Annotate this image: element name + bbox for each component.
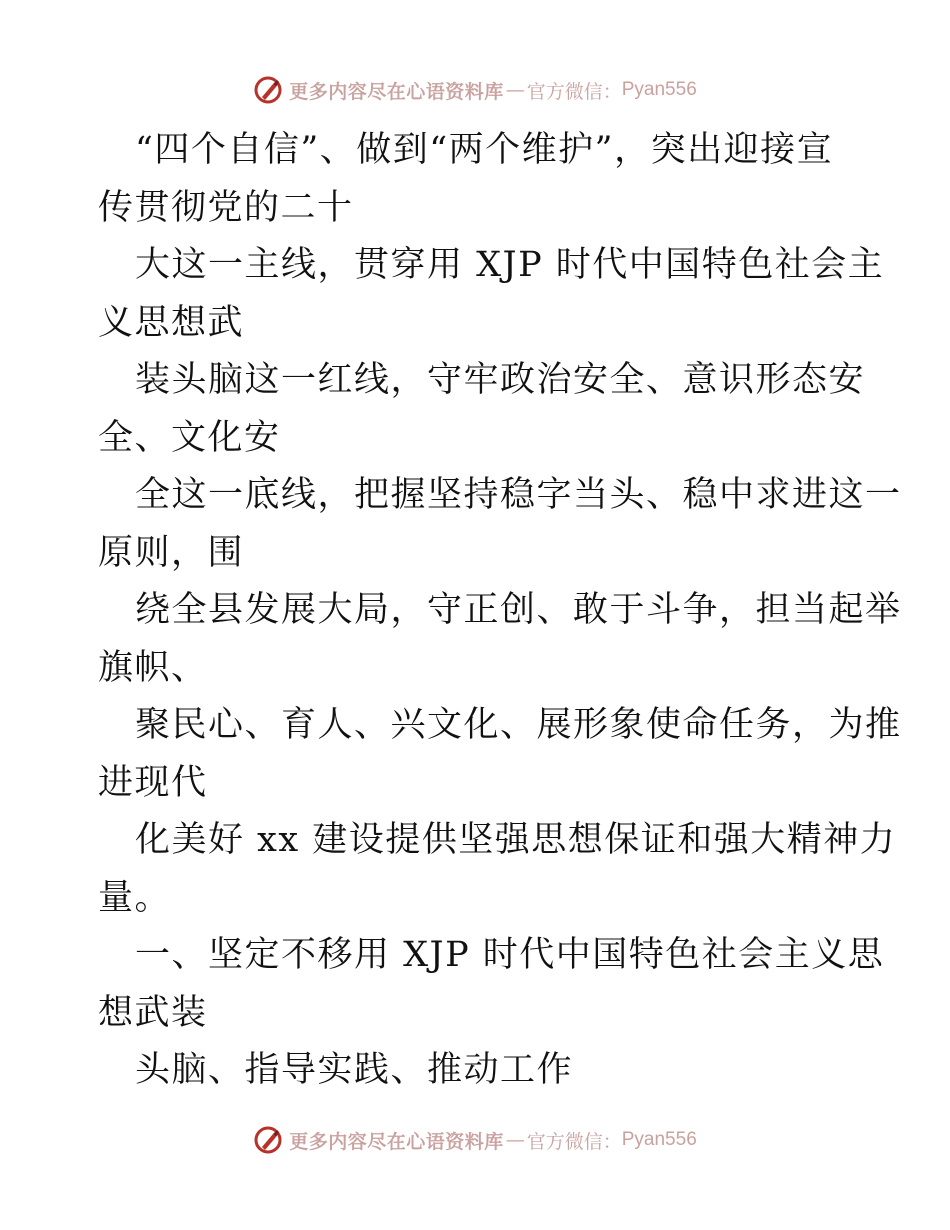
document-body: [98, 122, 902, 1100]
pen-logo-icon: [253, 1125, 283, 1155]
header-contact-id: Pyan556: [621, 79, 697, 100]
text-line: 全这一底线，把握坚持稳字当头、稳中求进这一: [135, 475, 902, 515]
text-line: 进现代: [98, 762, 208, 803]
header-contact-label: 官方微信：: [526, 80, 622, 103]
footer-dash: —: [505, 1129, 525, 1151]
footer-watermark-banner: [0, 1120, 950, 1160]
text-line: “四个自信”、做到“两个维护”，突出迎接宣: [135, 130, 834, 170]
header-watermark-banner: [0, 70, 950, 110]
text-line: 装头脑这一红线，守牢政治安全、意识形态安: [135, 360, 866, 400]
text-line: 传贯彻党的二十: [98, 187, 354, 228]
text-line: 绕全县发展大局，守正创、敢于斗争，担当起举: [135, 590, 902, 630]
text-line: 量。: [98, 877, 172, 918]
text-line: 聚民心、育人、兴文化、展形象使命任务，为推: [135, 705, 902, 745]
footer-contact-id: Pyan556: [621, 1129, 697, 1150]
text-line: 全、文化安: [98, 417, 281, 458]
text-line: 化美好 xx 建设提供坚强思想保证和强大精神力: [135, 820, 897, 860]
text-line: 头脑、指导实践、推动工作: [135, 1050, 574, 1090]
text-line: 一、坚定不移用 XJP 时代中国特色社会主义思: [135, 935, 885, 975]
text-line: 想武装: [98, 992, 208, 1033]
footer-site-text: 更多内容尽在心语资料库: [289, 1130, 504, 1153]
footer-contact-label: 官方微信：: [526, 1130, 622, 1153]
text-line: 原则，围: [98, 532, 245, 573]
text-line: 旗帜、: [98, 647, 208, 688]
text-line: 义思想武: [98, 302, 245, 343]
header-dash: —: [505, 79, 525, 101]
header-site-text: 更多内容尽在心语资料库: [289, 80, 504, 103]
text-line: 大这一主线，贯穿用 XJP 时代中国特色社会主: [135, 245, 885, 285]
pen-logo-icon: [253, 75, 283, 105]
